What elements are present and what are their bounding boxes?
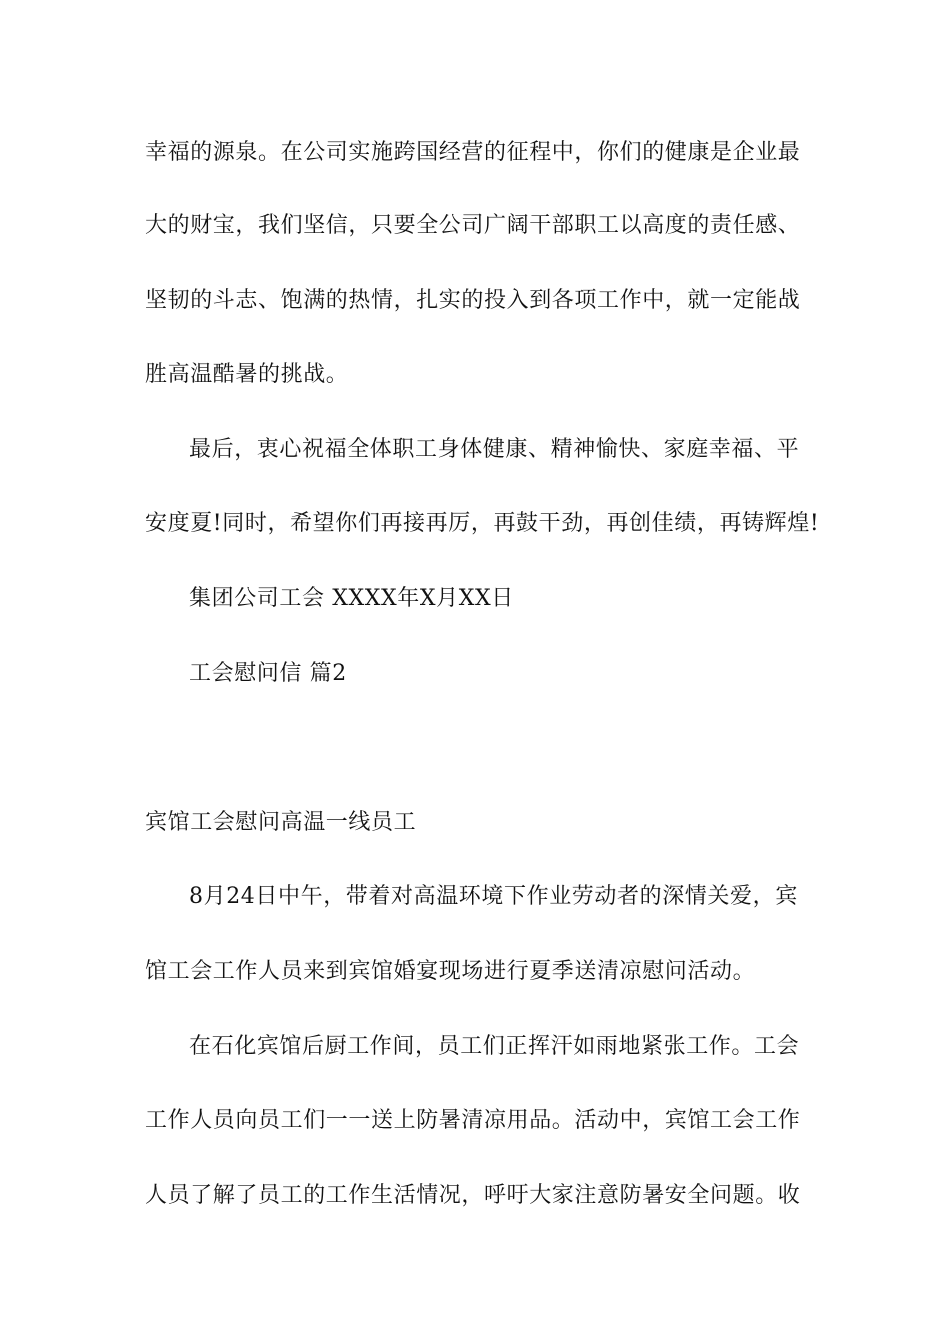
- section-heading: 工会慰问信 篇2: [189, 661, 347, 686]
- paragraph-line: 坚韧的斗志、饱满的热情，扎实的投入到各项工作中，就一定能战: [145, 288, 801, 313]
- paragraph-line: 大的财宝，我们坚信，只要全公司广阔干部职工以高度的责任感、: [145, 213, 801, 238]
- paragraph-line: 8月24日中午，带着对高温环境下作业劳动者的深情关爱，宾: [189, 884, 798, 909]
- paragraph-line: 胜高温酷暑的挑战。: [145, 362, 349, 387]
- signature-line: 集团公司工会 XXXX年X月XX日: [189, 586, 514, 611]
- paragraph-line: 在石化宾馆后厨工作间，员工们正挥汗如雨地紧张工作。工会: [189, 1034, 800, 1059]
- paragraph-line: 安度夏!同时，希望你们再接再厉，再鼓干劲，再创佳绩，再铸辉煌!: [145, 511, 820, 536]
- paragraph-line: 工作人员向员工们一一送上防暑清凉用品。活动中，宾馆工会工作: [145, 1108, 801, 1133]
- paragraph-line: 幸福的源泉。在公司实施跨国经营的征程中，你们的健康是企业最: [145, 140, 801, 165]
- paragraph-line: 最后，衷心祝福全体职工身体健康、精神愉快、家庭幸福、平: [189, 437, 800, 462]
- article-title: 宾馆工会慰问高温一线员工: [145, 810, 417, 835]
- paragraph-line: 馆工会工作人员来到宾馆婚宴现场进行夏季送清凉慰问活动。: [145, 959, 756, 984]
- paragraph-line: 人员了解了员工的工作生活情况，呼吁大家注意防暑安全问题。收: [145, 1183, 801, 1208]
